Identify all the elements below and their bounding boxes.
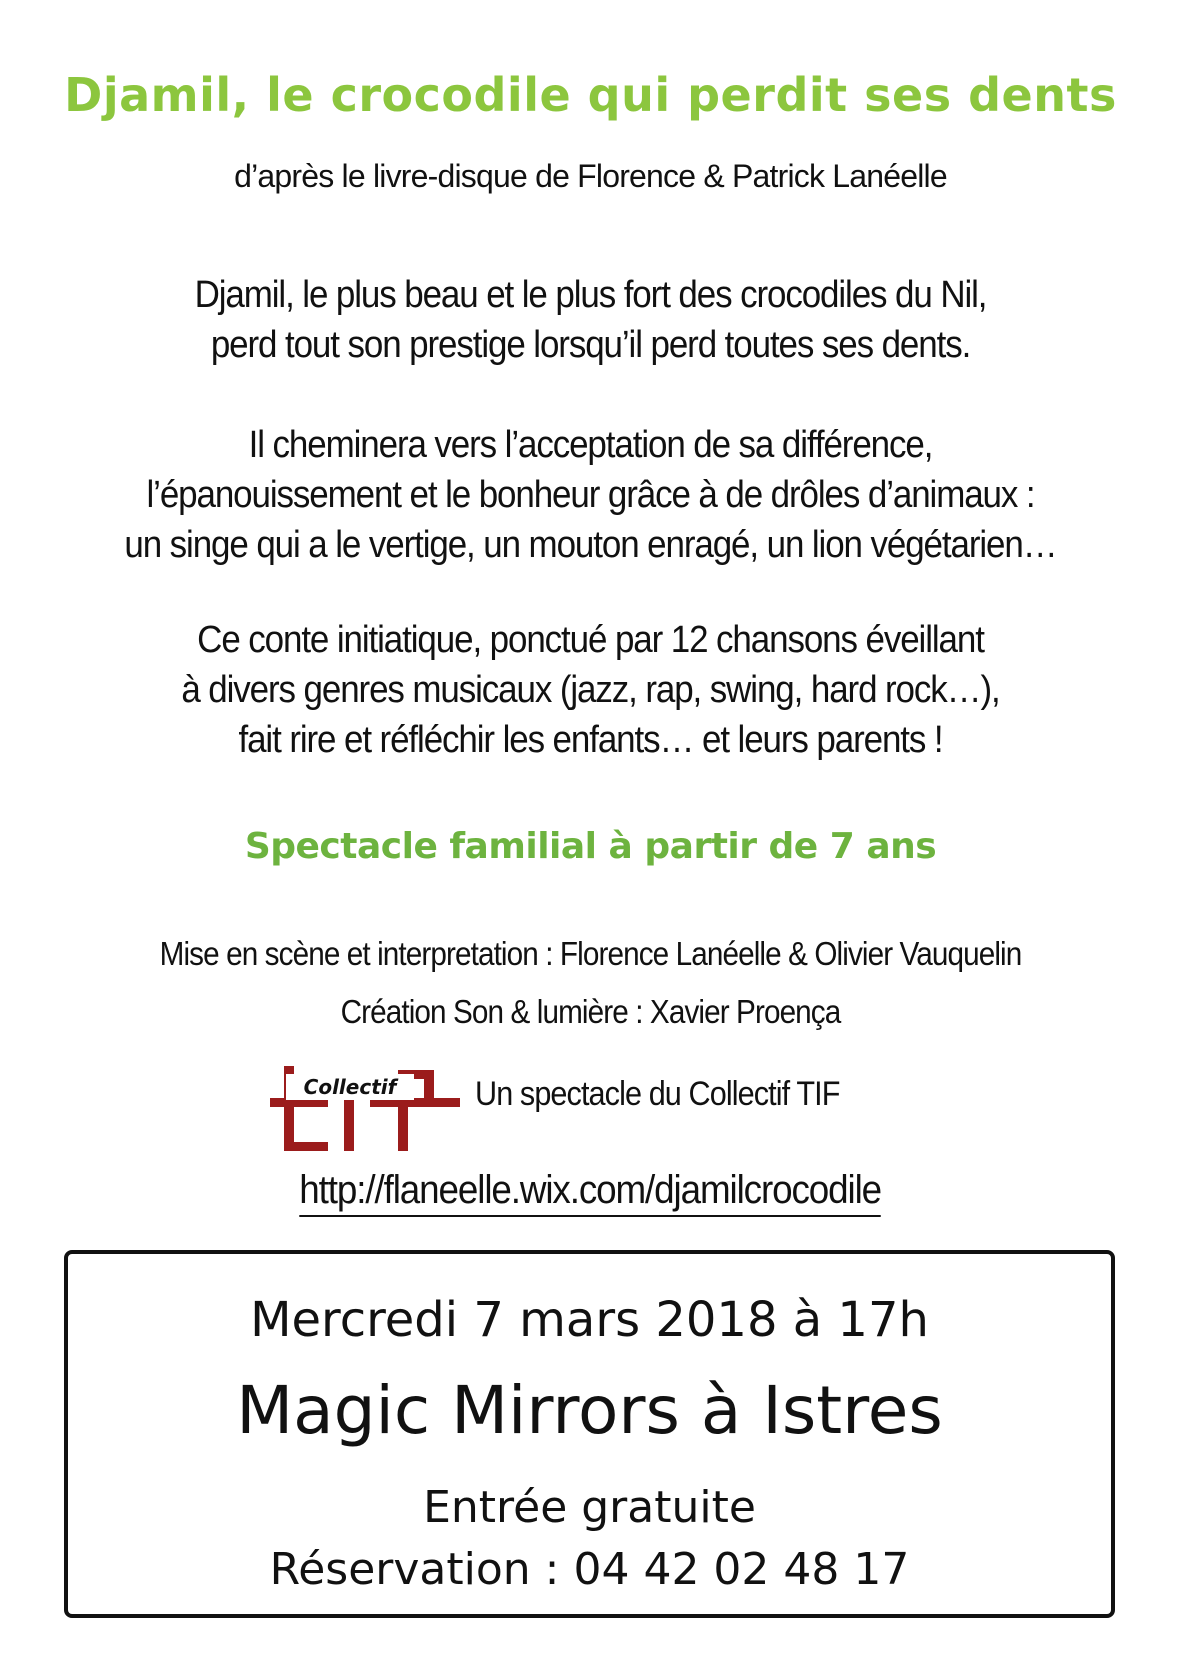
description-line: Ce conte initiatique, ponctué par 12 chansons éveillant bbox=[197, 619, 984, 661]
description-line: perd tout son prestige lorsqu’il perd toutes ses dents. bbox=[210, 324, 971, 366]
producer-label: Un spectacle du Collectif TIF bbox=[475, 1075, 840, 1113]
description-line: Il cheminera vers l’acceptation de sa différence, bbox=[248, 424, 933, 466]
collectif-tif-logo bbox=[270, 1060, 460, 1160]
event-booking: Réservation : 04 42 02 48 17 bbox=[269, 1544, 910, 1595]
description-line: Djamil, le plus beau et le plus fort des crocodiles du Nil, bbox=[194, 274, 987, 316]
event-entry: Entrée gratuite bbox=[423, 1482, 756, 1533]
description-paragraph-2 bbox=[47, 420, 1134, 570]
logo-big-text: tif bbox=[270, 1060, 271, 1061]
website-link[interactable]: http://flaneelle.wix.com/djamilcrocodile bbox=[300, 1168, 882, 1217]
description-line: un singe qui a le vertige, un mouton enragé, un lion végétarien… bbox=[124, 524, 1057, 566]
description-line: l’épanouissement et le bonheur grâce à de drôles d’animaux : bbox=[146, 474, 1035, 516]
logo-small-text: Collectif bbox=[303, 1075, 397, 1099]
event-date: Mercredi 7 mars 2018 à 17h bbox=[250, 1292, 929, 1348]
audience-note: Spectacle familial à partir de 7 ans bbox=[244, 826, 937, 867]
show-subtitle: d’après le livre-disque de Florence & Patrick Lanéelle bbox=[234, 158, 947, 194]
credits-direction: Mise en scène et interpretation : Florence Lanéelle & Olivier Vauquelin bbox=[159, 935, 1022, 972]
description-paragraph-1 bbox=[47, 270, 1134, 370]
description-line: à divers genres musicaux (jazz, rap, swing, hard rock…), bbox=[181, 669, 1000, 711]
website-wrapper bbox=[0, 1168, 1181, 1217]
credits-sound-light: Création Son & lumière : Xavier Proença bbox=[340, 993, 841, 1030]
show-title: Djamil, le crocodile qui perdit ses dents bbox=[64, 68, 1117, 122]
description-line: fait rire et réfléchir les enfants… et leurs parents ! bbox=[238, 719, 943, 761]
event-venue: Magic Mirrors à Istres bbox=[236, 1372, 943, 1449]
description-paragraph-3 bbox=[47, 615, 1134, 765]
event-box bbox=[64, 1250, 1115, 1618]
